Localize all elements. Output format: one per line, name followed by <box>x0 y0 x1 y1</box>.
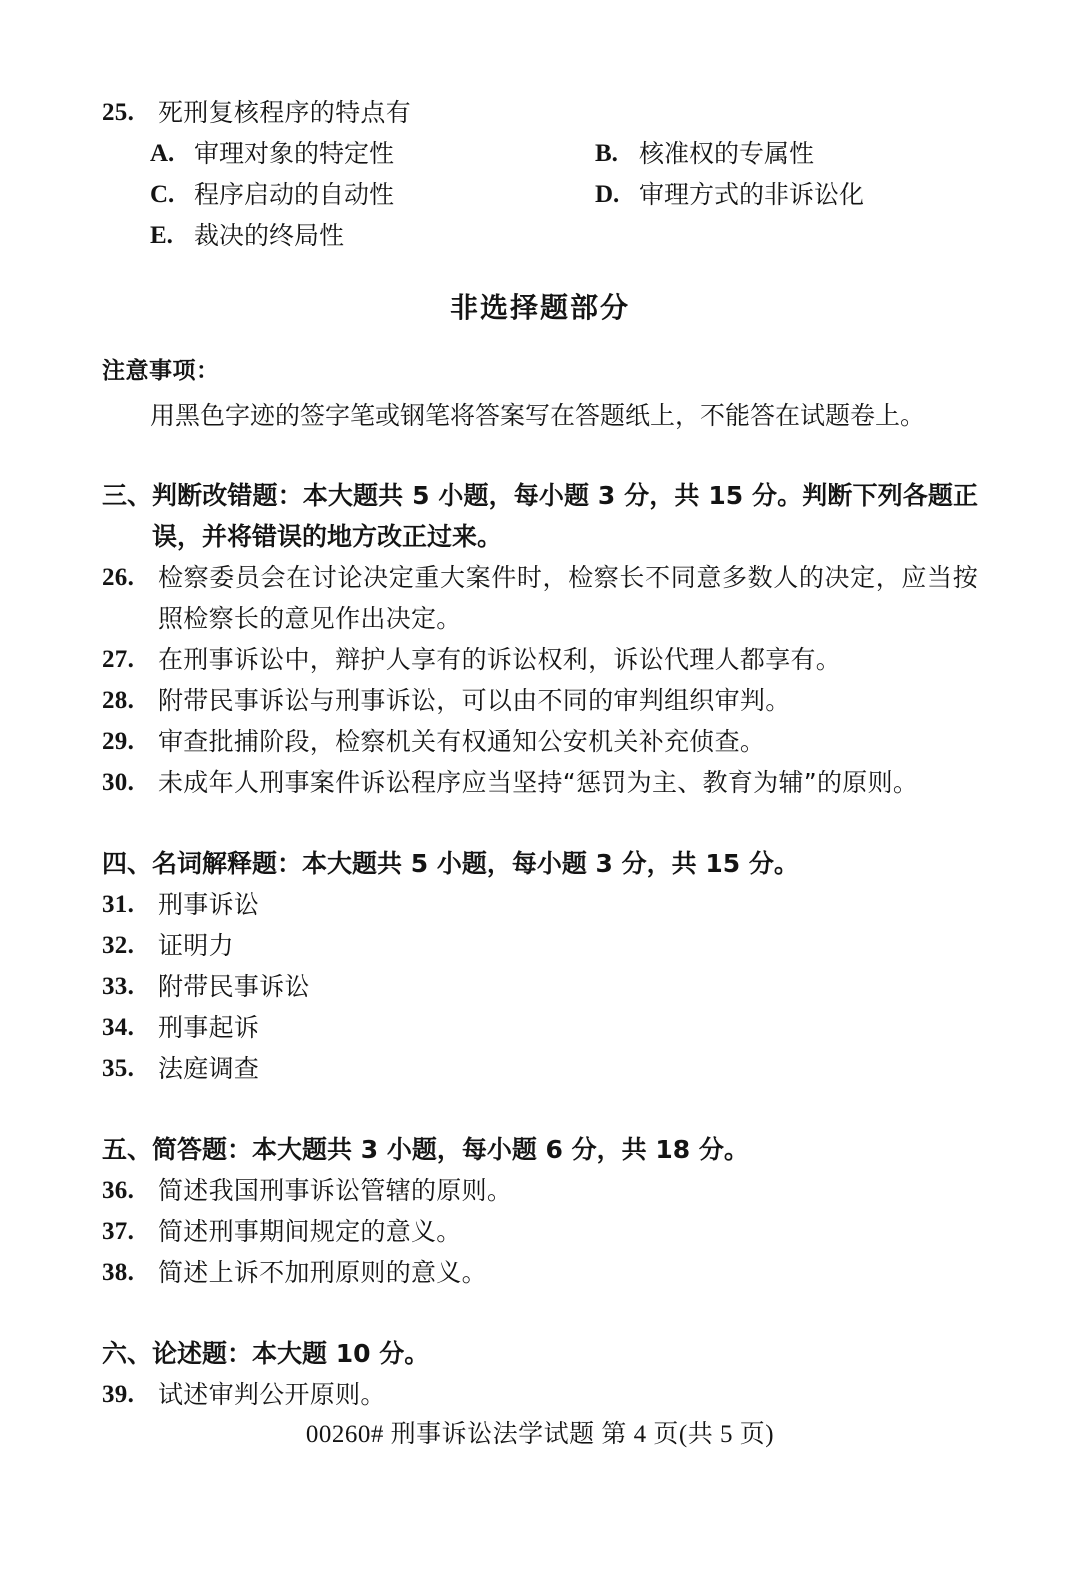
option-d[interactable] <box>595 174 978 215</box>
question-38 <box>102 1252 978 1293</box>
spacer <box>102 1089 978 1129</box>
question-25-options <box>150 133 978 256</box>
question-number: 38. <box>102 1259 135 1286</box>
option-row <box>150 215 978 256</box>
option-row <box>150 133 978 174</box>
question-number: 35. <box>102 1055 135 1082</box>
spacer <box>102 1293 978 1333</box>
spacer <box>102 803 978 843</box>
question-number: 36. <box>102 1177 135 1204</box>
section-heading-text: 名词解释题：本大题共 5 小题，每小题 3 分，共 15 分。 <box>152 849 799 878</box>
question-number: 27. <box>102 646 135 673</box>
question-text: 附带民事诉讼 <box>158 972 310 1001</box>
option-spacer <box>595 215 978 256</box>
notice-body: 用黑色字迹的签字笔或钢笔将答案写在答题纸上，不能答在试题卷上。 <box>150 401 926 430</box>
question-text: 附带民事诉讼与刑事诉讼，可以由不同的审判组织审判。 <box>158 686 791 715</box>
option-e[interactable] <box>150 215 595 256</box>
question-text: 审查批捕阶段，检察机关有权通知公安机关补充侦查。 <box>158 727 766 756</box>
question-32 <box>102 925 978 966</box>
section-heading-6 <box>102 1333 978 1374</box>
question-text: 试述审判公开原则。 <box>158 1380 386 1409</box>
question-text: 在刑事诉讼中，辩护人享有的诉讼权利，诉讼代理人都享有。 <box>158 645 842 674</box>
option-letter: B. <box>595 140 618 167</box>
option-label: 程序启动的自动性 <box>194 180 395 209</box>
question-stem: 死刑复核程序的特点有 <box>158 98 412 127</box>
question-30 <box>102 762 978 803</box>
question-26 <box>102 557 978 639</box>
section-mark: 五、 <box>102 1135 153 1164</box>
part-heading: 非选择题部分 <box>449 291 630 324</box>
option-letter: C. <box>150 181 175 208</box>
section-heading-5 <box>102 1129 978 1170</box>
question-27 <box>102 639 978 680</box>
question-number: 30. <box>102 769 135 796</box>
section-mark: 六、 <box>102 1339 153 1368</box>
section-mark: 三、 <box>102 481 153 510</box>
section-heading-4 <box>102 843 978 884</box>
question-28 <box>102 680 978 721</box>
question-number: 26. <box>102 564 135 591</box>
page-footer: 00260# 刑事诉讼法学试题 第 4 页(共 5 页) <box>305 1421 775 1448</box>
option-c[interactable] <box>150 174 595 215</box>
question-number: 29. <box>102 728 135 755</box>
page-content <box>102 92 978 1415</box>
section-heading-text: 论述题：本大题 10 分。 <box>152 1339 430 1368</box>
section-heading-text: 简答题：本大题共 3 小题，每小题 6 分，共 18 分。 <box>152 1135 749 1164</box>
section-heading-3 <box>102 475 978 557</box>
question-number: 33. <box>102 973 135 1000</box>
question-number: 32. <box>102 932 135 959</box>
question-text: 刑事诉讼 <box>158 890 260 919</box>
section-mark: 四、 <box>102 849 153 878</box>
question-37 <box>102 1211 978 1252</box>
section-heading-text: 判断改错题：本大题共 5 小题，每小题 3 分，共 15 分。判断下列各题正误，并将错误的地方改正过来。 <box>152 481 978 551</box>
notice-title: 注意事项： <box>102 358 220 384</box>
question-text: 简述刑事期间规定的意义。 <box>158 1217 462 1246</box>
question-31 <box>102 884 978 925</box>
question-36 <box>102 1170 978 1211</box>
option-letter: A. <box>150 140 175 167</box>
option-label: 裁决的终局性 <box>194 221 345 250</box>
question-number: 37. <box>102 1218 135 1245</box>
spacer <box>102 435 978 475</box>
question-text: 未成年人刑事案件诉讼程序应当坚持“惩罚为主、教育为辅”的原则。 <box>158 768 919 797</box>
question-text: 简述我国刑事诉讼管辖的原则。 <box>158 1176 513 1205</box>
option-label: 审理对象的特定性 <box>194 139 395 168</box>
question-text: 检察委员会在讨论决定重大案件时，检察长不同意多数人的决定，应当按照检察长的意见作出决定。 <box>158 563 978 633</box>
question-39 <box>102 1374 978 1415</box>
option-letter: E. <box>150 222 173 249</box>
question-text: 刑事起诉 <box>158 1013 260 1042</box>
question-35 <box>102 1048 978 1089</box>
question-number: 25. <box>102 99 135 126</box>
question-text: 法庭调查 <box>158 1054 260 1083</box>
option-label: 审理方式的非诉讼化 <box>639 180 865 209</box>
question-number: 39. <box>102 1381 135 1408</box>
question-33 <box>102 966 978 1007</box>
question-text: 简述上诉不加刑原则的意义。 <box>158 1258 487 1287</box>
question-number: 34. <box>102 1014 135 1041</box>
question-text: 证明力 <box>158 931 234 960</box>
question-25 <box>102 92 978 133</box>
option-b[interactable] <box>595 133 978 174</box>
option-row <box>150 174 978 215</box>
question-34 <box>102 1007 978 1048</box>
question-29 <box>102 721 978 762</box>
option-label: 核准权的专属性 <box>639 139 815 168</box>
option-a[interactable] <box>150 133 595 174</box>
question-number: 31. <box>102 891 135 918</box>
option-letter: D. <box>595 181 620 208</box>
question-number: 28. <box>102 687 135 714</box>
